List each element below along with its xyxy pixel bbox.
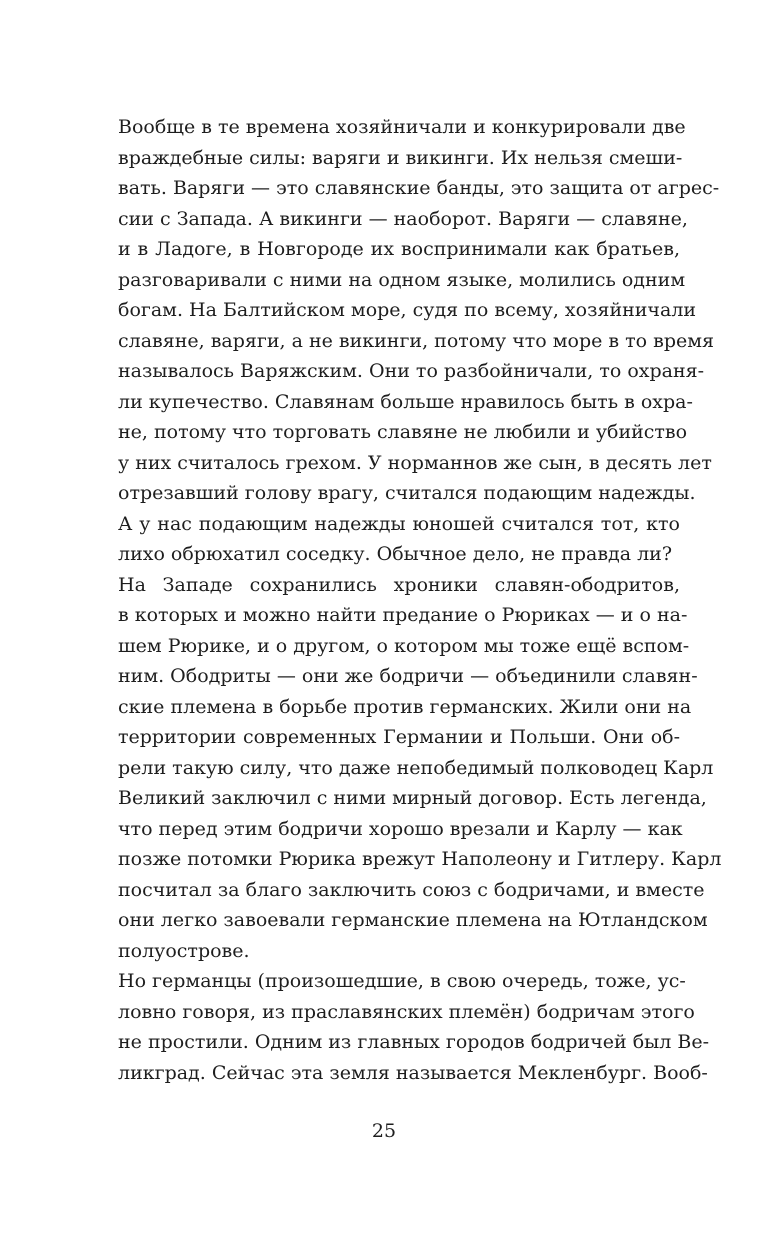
text-line: Вообще в те времена хозяйничали и конкурировали две [118,116,686,138]
text-line: шем Рюрике, и о другом, о котором мы тоже ещё вспом- [118,634,690,657]
paragraph [118,112,720,570]
text-line: ловно говоря, из праславянских племён) бодричам этого [118,1000,695,1023]
text-line: они легко завоевали германские племена на Ютландском [118,909,708,931]
text-line: А у нас подающим надежды юношей считался тот, кто [118,512,680,535]
text-line: враждебные силы: варяги и викинги. Их нельзя смеши- [118,146,683,169]
text-line: богам. На Балтийском море, судя по всему, хозяйничали [118,299,697,321]
text-line: полуострове. [118,939,250,962]
paragraph [118,570,722,967]
text-line: что перед этим бодричи хорошо врезали и Карлу — как [118,817,683,840]
text-line: не простили. Одним из главных городов бодричей был Ве- [118,1031,709,1053]
page-number: 25 [371,1120,397,1142]
body-text [118,112,722,1088]
text-line: ские племена в борьбе против германских. Жили они на [118,695,692,718]
text-line: у них считалось грехом. У норманнов же сын, в десять лет [118,451,712,474]
text-line: разговаривали с ними на одном языке, молились одним [118,268,686,291]
text-line: рели такую силу, что даже непобедимый полководец Карл [118,756,714,779]
text-line: сии с Запада. А викинги — наоборот. Варяги — славяне, [118,207,688,230]
text-line: Но германцы (произошедшие, в свою очередь, тоже, ус- [118,970,686,992]
text-line: называлось Варяжским. Они то разбойничали, то охраня- [118,360,705,382]
text-line: в которых и можно найти предание о Рюриках — и о на- [118,604,688,626]
text-line: лихо обрюхатил соседку. Обычное дело, не правда ли? [118,543,673,565]
text-line: территории современных Германии и Польши. Они об- [118,726,680,748]
text-line: славяне, варяги, а не викинги, потому что море в то время [118,329,715,352]
text-line: вать. Варяги — это славянские банды, это защита от агрес- [118,177,720,199]
text-line: не, потому что торговать славяне не любили и убийство [118,421,688,443]
text-line: позже потомки Рюрика врежут Наполеону и Гитлеру. Карл [118,848,722,870]
text-line: посчитал за благо заключить союз с бодричами, и вместе [118,878,705,901]
text-line: ним. Ободриты — они же бодричи — объединили славян- [118,665,698,687]
text-line: ликград. Сейчас эта земля называется Мекленбург. Вооб- [118,1061,708,1084]
text-line: Великий заключил с ними мирный договор. Есть легенда, [118,787,707,809]
text-line: отрезавший голову врагу, считался подающим надежды. [118,482,696,504]
paragraph [118,966,709,1088]
text-line: На Западе сохранились хроники славян-ободритов, [118,573,680,596]
text-line: ли купечество. Славянам больше нравилось быть в охра- [118,390,693,413]
text-line: и в Ладоге, в Новгороде их воспринимали как братьев, [118,238,680,260]
